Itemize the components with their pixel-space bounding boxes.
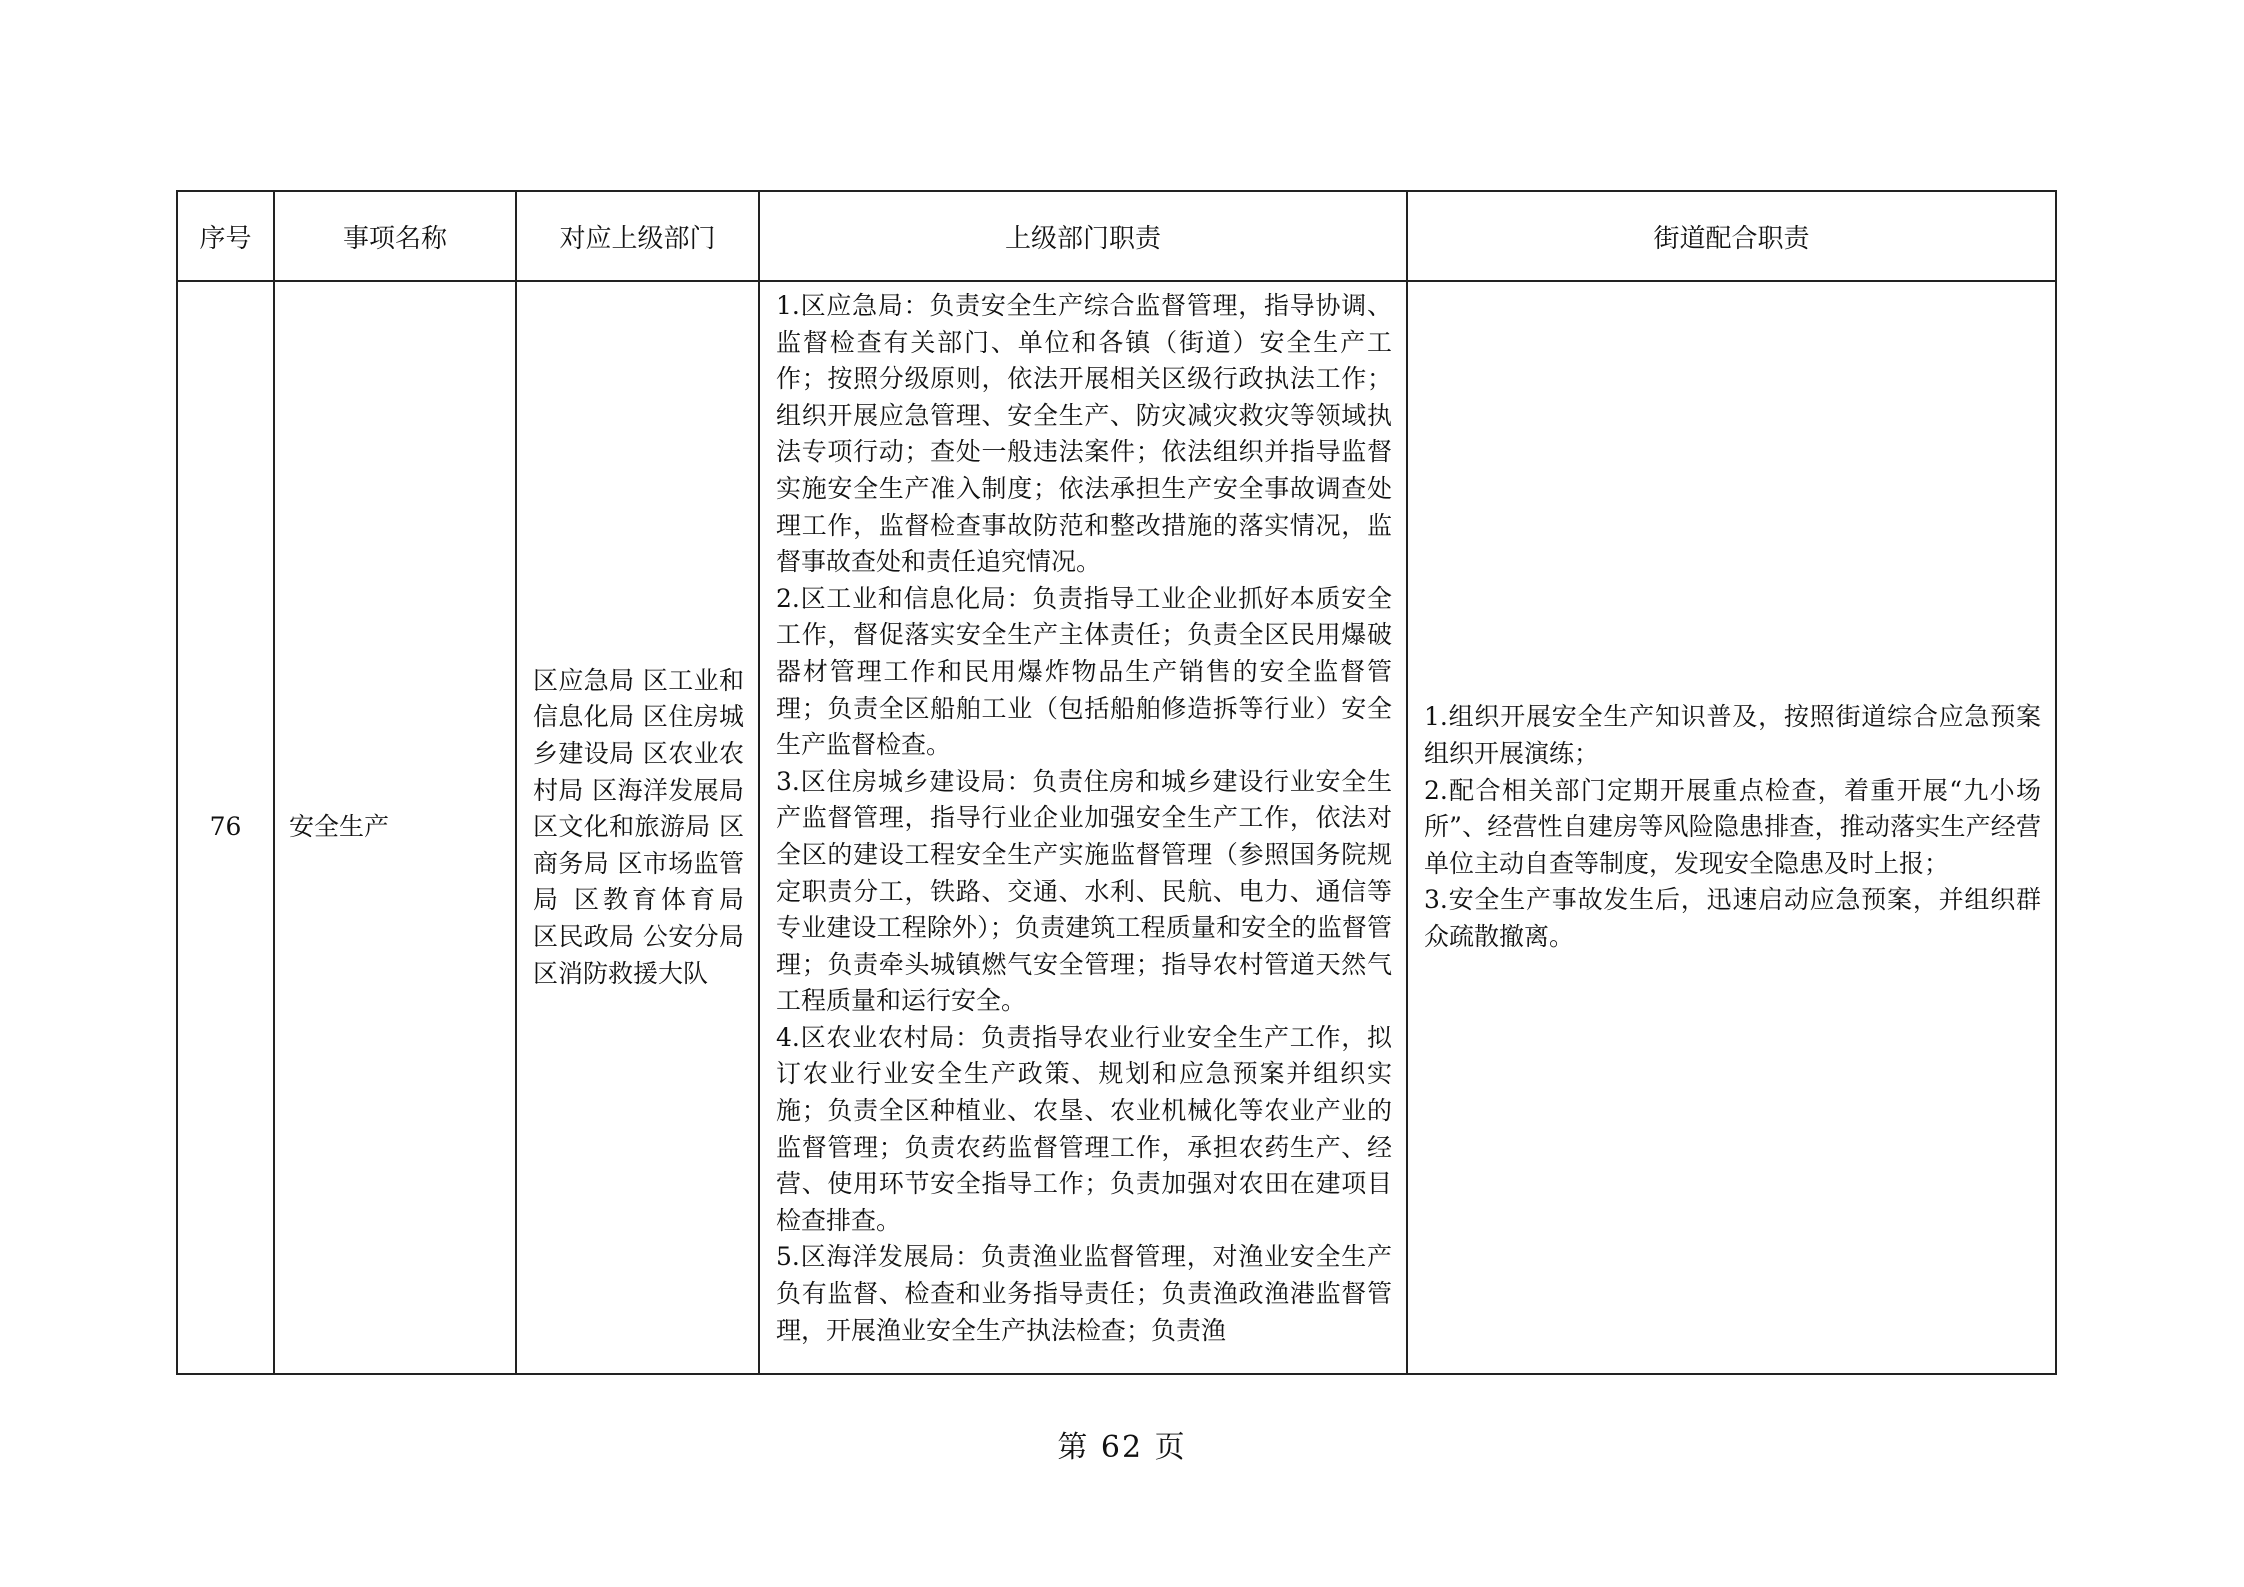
header-superior-department: 对应上级部门 [516,191,759,281]
cell-superior-duties [759,281,1407,1374]
header-street-cooperation: 街道配合职责 [1407,191,2056,281]
header-serial-number: 序号 [177,191,274,281]
coop-item: 2.配合相关部门定期开展重点检查，着重开展“九小场所”、经营性自建房等风险隐患排查，推动落实生产经营单位主动自查等制度，发现安全隐患及时上报； [1424,775,2041,878]
header-row [177,191,2056,281]
page-number-suffix: 页 [1154,1430,1187,1465]
coop-item: 3.安全生产事故发生后，迅速启动应急预案，并组织群众疏散撤离。 [1424,885,2041,951]
cell-item-name: 安全生产 [274,281,516,1374]
cell-departments: 区应急局 区工业和信息化局 区住房城乡建设局 区农业农村局 区海洋发展局 区文化和旅游局 区商务局 区市场监管局 区教育体育局 区民政局 公安分局 区消防救援大队 [516,281,759,1374]
header-item-name: 事项名称 [274,191,516,281]
duty-item-ocean-bureau: 5.区海洋发展局：负责渔业监督管理，对渔业安全生产负有监督、检查和业务指导责任；负责渔政渔港监督管理，开展渔业安全生产执法检查；负责渔 [776,1242,1392,1345]
duty-item-emergency-bureau: 1.区应急局：负责安全生产综合监督管理，指导协调、监督检查有关部门、单位和各镇（街道）安全生产工作；按照分级原则，依法开展相关区级行政执法工作；组织开展应急管理、安全生产、防灾减灾救灾等领域执法专项行动；查处一般违法案件；依法组织并指导监督实施安全生产准入制度；依法承担生产安全事故调查处理工作，监督检查事故防范和整改措施的落实情况，监督事故查处和责任追究情况。 [776,291,1392,577]
coop-item: 1.组织开展安全生产知识普及，按照街道综合应急预案组织开展演练； [1424,702,2041,769]
cell-street-cooperation [1407,281,2056,1374]
table-row [177,281,2056,1374]
duty-item-industry-bureau: 2.区工业和信息化局：负责指导工业企业抓好本质安全工作，督促落实安全生产主体责任；负责全区民用爆破器材管理工作和民用爆炸物品生产销售的安全监督管理；负责全区船舶工业（包括船舶修造拆等行业）安全生产监督检查。 [776,583,1392,760]
duty-item-housing-bureau: 3.区住房城乡建设局：负责住房和城乡建设行业安全生产监督管理，指导行业企业加强安全生产工作，依法对全区的建设工程安全生产实施监督管理（参照国务院规定职责分工，铁路、交通、水利、民航、电力、通信等专业建设工程除外）；负责建筑工程质量和安全的监督管理；负责牵头城镇燃气安全管理；指导农村管道天然气工程质量和运行安全。 [776,766,1392,1016]
cell-serial-number: 76 [177,281,274,1374]
duty-item-agriculture-bureau: 4.区农业农村局：负责指导农业行业安全生产工作，拟订农业行业安全生产政策、规划和应急预案并组织实施；负责全区种植业、农垦、农业机械化等农业产业的监督管理；负责农药监督管理工作，承担农药生产、经营、使用环节安全指导工作；负责加强对农田在建项目检查排查。 [776,1022,1392,1235]
header-superior-duties: 上级部门职责 [759,191,1407,281]
duties-table [176,190,2057,1375]
page-number [0,1422,2244,1466]
page-number-prefix: 第 [1057,1430,1090,1465]
page-number-value: 62 [1100,1430,1144,1465]
